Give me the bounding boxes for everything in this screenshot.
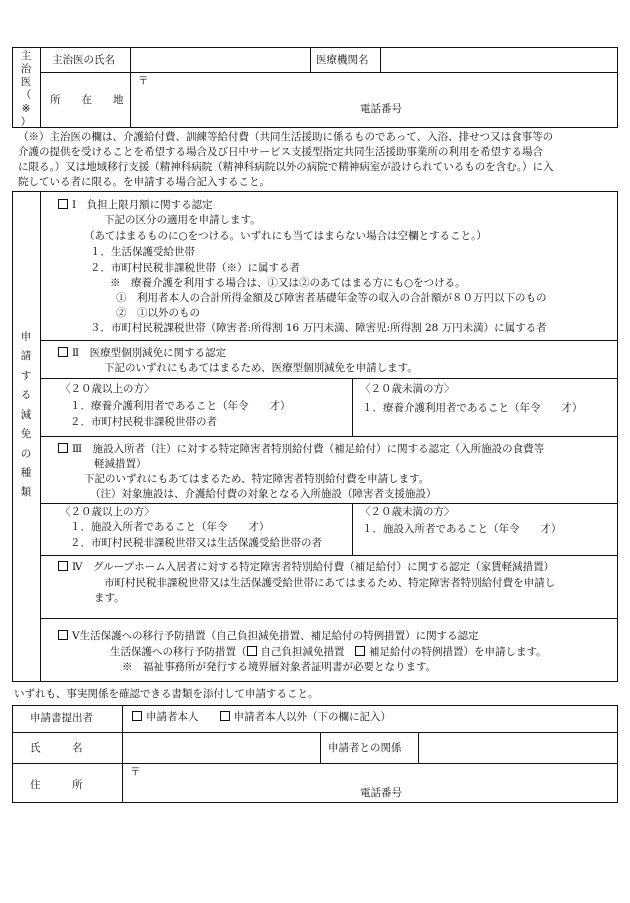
physician-note-line: 介護の提供を受けることを希望する場合及び日中サービス支援型指定共同生活援助事業所の利用を希望する場合 [18, 146, 543, 158]
section3-over20-title: 〈２０歳以上の方〉 [60, 506, 155, 518]
physician-name-field[interactable] [134, 50, 306, 70]
physician-phone-label: 電話番号 [360, 103, 402, 115]
other-checkbox[interactable] [220, 711, 230, 721]
section3-checkbox[interactable] [58, 443, 68, 453]
section2-under20-item: １．療養介護利用者であること（年令 才） [362, 402, 583, 414]
section5-checkbox[interactable] [58, 630, 68, 640]
reduction-age-divider [352, 503, 353, 555]
physician-section-label: 主 治 医 （ ※ ） [20, 50, 32, 128]
reduction-row-divider [40, 618, 618, 619]
section1-line: ２．市町村民税非課税世帯（※）に属する者 [90, 262, 300, 274]
section2-title: Ⅱ 医療型個別減免に関する認定 [58, 347, 226, 360]
reduction-row-divider [40, 378, 618, 379]
section1-line: ※ 療養介護を利用する場合は、①又は②のあてはまる方にも○をつける。 [110, 277, 466, 289]
section1-line: １．生活保護受給世帯 [90, 246, 195, 258]
submitter-row-divider [12, 732, 618, 733]
section3-under20-title: 〈２０歳未満の方〉 [360, 506, 455, 518]
self-checkbox[interactable] [132, 711, 142, 721]
physician-note-line: に限る。）又は地域移行支援（精神科病院（精神科病院以外の病院で精神病室が設けられているものを含む。）に入 [18, 161, 554, 173]
physician-note-line: 院している者に限る。を申請する場合記入すること。 [18, 176, 270, 188]
submitter-divider [418, 732, 419, 763]
section3-over20-item: １．施設入所者であること（年令 才） [70, 521, 270, 533]
reduction-age-divider [352, 378, 353, 436]
physician-divider [40, 47, 41, 128]
section2-under20-title: 〈２０歳未満の方〉 [360, 383, 455, 395]
submitter-label: 申請書提出者 [30, 712, 93, 724]
physician-name-label: 主治医の氏名 [52, 54, 115, 66]
reduction-row-divider [40, 340, 618, 341]
physician-divider [310, 47, 311, 72]
submitter-divider [122, 705, 123, 803]
reduction-row-divider [40, 555, 618, 556]
section1-line: ② ①以外のもの [116, 307, 200, 319]
section1-checkbox[interactable] [58, 199, 68, 209]
section2-line: 下記のいずれにもあてはまるため、医療型個別減免を申請します。 [104, 362, 418, 374]
relation-label: 申請者との関係 [328, 742, 402, 754]
institution-field[interactable] [384, 50, 614, 70]
section3-title-cont: 軽減措置） [94, 458, 147, 470]
section1-title: Ⅰ 負担上限月額に関する認定 [58, 199, 213, 212]
physician-note-line: （※）主治医の欄は、介護給付費、訓練等給付費（共同生活援助に係るものであって、入浴、排せつ又は食事等の [18, 131, 554, 143]
physician-address-label: 所 在 地 [50, 94, 124, 106]
section4-title: Ⅳ グループホーム入居者に対する特定障害者特別給付費（補足給付）に関する認定（家賃軽減措置） [58, 561, 554, 574]
section5-line: 生活保護への移行予防措置（ 自己負担減免措置 補足給付の特例措置）を申請します。 [110, 646, 547, 658]
institution-label: 医療機関名 [316, 54, 369, 66]
section4-line: 市町村民税非課税世帯又は生活保護受給世帯にあてはまるため、特定障害者特別給付費を申請し [104, 577, 556, 589]
reduction-section-label: 申 請 す る 減 免 の 種 類 [20, 331, 32, 499]
section2-over20-item: ２．市町村民税非課税世帯の者 [70, 416, 217, 428]
physician-row-divider [40, 72, 618, 73]
reduction-row-divider [40, 436, 618, 437]
section5-title: Ⅴ生活保護への移行予防措置（自己負担減免措置、補足給付の特例措置）に関する認定 [58, 630, 479, 643]
section4-line: ます。 [94, 592, 125, 604]
section3-under20-item: １．施設入所者であること（年令 才） [362, 523, 562, 535]
section2-over20-item: １．療養介護利用者であること（年令 才） [70, 400, 291, 412]
section4-checkbox[interactable] [58, 561, 68, 571]
section2-checkbox[interactable] [58, 347, 68, 357]
submitter-row-divider [12, 763, 618, 764]
submitter-name-field[interactable] [126, 736, 316, 758]
physician-postal-mark: 〒 [138, 75, 149, 87]
section3-title: Ⅲ 施設入所者（注）に対する特定障害者特別給付費（補足給付）に関する認定（入所施設の食費等 [58, 443, 544, 456]
section1-line: ３．市町村民税課税世帯（障害者:所得割 16 万円未満、障害児:所得割 28 万円未満）に属する者 [90, 322, 547, 334]
submitter-divider [320, 732, 321, 763]
submitter-postal-mark: 〒 [130, 766, 141, 778]
physician-divider [380, 47, 381, 72]
self-burden-checkbox[interactable] [247, 646, 257, 656]
section2-over20-title: 〈２０歳以上の方〉 [60, 383, 155, 395]
section1-line: （あてはまるものに○をつける。いずれにも当てはまらない場合は空欄とすること。） [84, 230, 487, 242]
submitter-address-label: 住 所 [30, 779, 83, 791]
section3-line: （注）対象施設は、介護給付費の対象となる入所施設（障害者支援施設） [90, 488, 437, 500]
section3-line: 下記のいずれにもあてはまるため、特定障害者特別給付費を申請します。 [84, 473, 430, 485]
submitter-phone-label: 電話番号 [360, 787, 402, 799]
supplement-checkbox[interactable] [355, 646, 365, 656]
submitter-options: 申請者本人 申請者本人以外（下の欄に記入） [132, 711, 391, 724]
section5-note: ※ 福祉事務所が発行する境界層対象者証明書が必要となります。 [122, 661, 437, 673]
section3-over20-item: ２．市町村民税非課税世帯又は生活保護受給世帯の者 [70, 537, 322, 549]
submitter-name-label: 氏 名 [30, 742, 83, 754]
attach-note: いずれも、事実関係を確認できる書類を添付して申請すること。 [14, 688, 319, 700]
relation-field[interactable] [422, 736, 614, 758]
physician-divider [130, 47, 131, 128]
section1-line: ① 利用者本人の合計所得金額及び障害者基礎年金等の収入の合計額が８０万円以下のもの [116, 292, 547, 304]
reduction-row-divider [40, 503, 618, 504]
section1-line: 下記の区分の適用を申請します。 [104, 214, 261, 226]
